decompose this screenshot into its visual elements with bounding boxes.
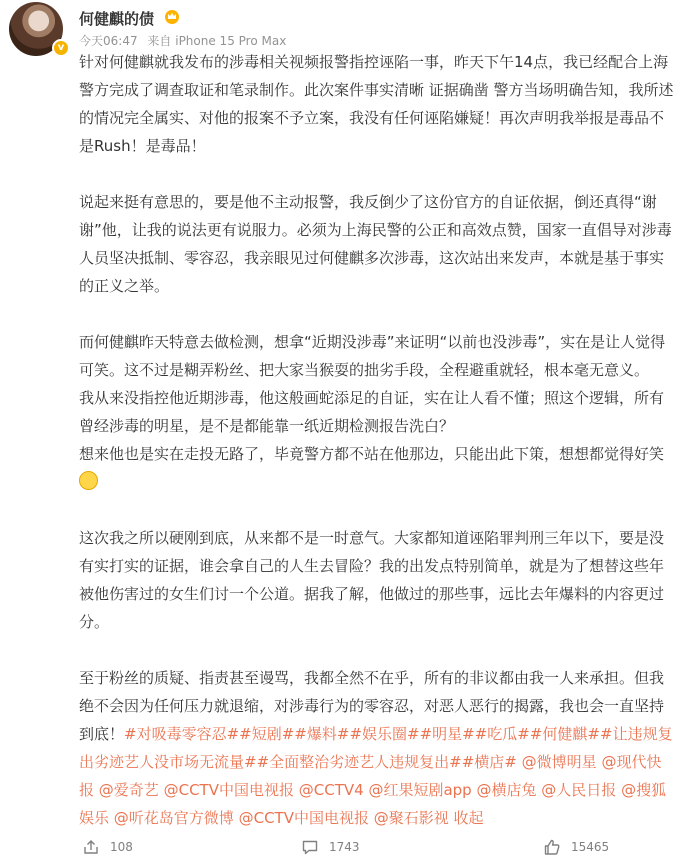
mention-link[interactable]: @横店兔 <box>476 781 537 799</box>
laugh-emoji-icon <box>79 471 98 490</box>
crown-icon <box>164 8 180 24</box>
topic-link[interactable]: #何健麒# <box>529 725 600 743</box>
post-paragraph: 说起来挺有意思的，要是他不主动报警，我反倒少了这份官方的自证依据，倒还真得“谢谢”他，让我的说法更有说服力。必须为上海民警的公正和高效点赞，国家一直倡导对涉毒人员坚决抵制、零容忍，我亲眼见过何健麒多次涉毒，这次站出来发声，本就是基于事实的正义之举。 <box>79 193 672 295</box>
share-button[interactable] <box>82 838 133 856</box>
username[interactable]: 何健麒的债 <box>79 10 155 28</box>
topic-link[interactable]: #对吸毒零容忍# <box>124 725 240 743</box>
post-time[interactable]: 今天06:47 <box>79 34 138 48</box>
post-paragraph <box>79 328 675 496</box>
paragraph-text: 而何健麒昨天特意去做检测，想拿“近期没涉毒”来证明“以前也没涉毒”，实在是让人觉得可笑。这不过是糊弄粉丝、把大家当猴耍的拙劣手段，全程避重就轻，根本毫无意义。 我从来没指控他近期涉毒，他这般画蛇添足的自证，实在让人看不懂；照这个逻辑，所有曾经涉毒的明星，是不是都能靠一纸近期检测报告洗白？ 想来他也是实在走投无路了，毕竟警方都不站在他那边，只能出此下策，想想都觉得好笑 <box>79 333 666 463</box>
mention-link[interactable]: @爱奇艺 <box>98 781 159 799</box>
mention-link[interactable]: @搜狐娱乐 <box>79 781 667 827</box>
topic-link[interactable]: #娱乐圈# <box>349 725 420 743</box>
share-count: 108 <box>110 840 133 854</box>
mention-link[interactable]: @CCTV中国电视报 <box>238 809 369 827</box>
collapse-link[interactable]: 收起 <box>453 809 484 827</box>
mention-link[interactable]: @微博明星 <box>521 753 597 771</box>
topic-link[interactable]: #全面整治劣迹艺人违规复出# <box>256 753 462 771</box>
topic-link[interactable]: #横店# <box>461 753 517 771</box>
post-paragraph: 针对何健麒就我发布的涉毒相关视频报警指控诬陷一事，昨天下午14点，我已经配合上海警方完成了调查取证和笔录制作。此次案件事实清晰 证据确凿 警方当场明确告知，我所述的情况完全属实、对他的报案不予立案，我没有任何诬陷嫌疑！再次声明我举报是毒品不是Rush！是毒品！ <box>79 53 674 155</box>
topic-link[interactable]: #吃瓜# <box>474 725 530 743</box>
post-meta <box>79 32 292 49</box>
like-button[interactable] <box>543 838 609 856</box>
post-paragraph: 这次我之所以硬刚到底，从来都不是一时意气。大家都知道诬陷罪判刑三年以下，要是没有实打实的证据，谁会拿自己的人生去冒险？我的出发点特别简单，就是为了想替这些年被他伤害过的女生们讨一个公道。据我了解，他做过的那些事，远比去年爆料的内容更过分。 <box>79 529 665 631</box>
mention-link[interactable]: @听花岛官方微博 <box>113 809 234 827</box>
mention-link[interactable]: @聚石影视 <box>373 809 449 827</box>
topic-link[interactable]: #明星# <box>419 725 475 743</box>
topic-link[interactable]: #爆料# <box>294 725 350 743</box>
comment-icon <box>301 838 319 856</box>
paragraph-text: 至于粉丝的质疑、指责甚至谩骂，我都全然不在乎，所有的非议都由我一人来承担。但我绝不会因为任何压力就退缩，对涉毒行为的零容忍，对恶人恶行的揭露，我也会一直坚持到底！ <box>79 669 665 743</box>
share-icon <box>82 838 100 856</box>
comment-count: 1743 <box>329 840 360 854</box>
like-count: 15465 <box>571 840 610 854</box>
post-paragraph <box>79 664 675 832</box>
topic-link[interactable]: #短剧# <box>239 725 295 743</box>
mention-link[interactable]: @人民日报 <box>541 781 617 799</box>
topic-link[interactable]: #让违规复出劣迹艺人没市场无流量# <box>79 725 673 771</box>
mention-link[interactable]: @红果短剧app <box>368 781 472 799</box>
comment-button[interactable] <box>301 838 360 856</box>
mention-link[interactable]: @现代快报 <box>79 753 662 799</box>
thumbs-up-icon <box>543 838 561 856</box>
post-content <box>79 48 675 832</box>
mention-link[interactable]: @CCTV中国电视报 <box>163 781 294 799</box>
post-actions <box>0 832 689 859</box>
verified-badge-icon: v <box>52 39 70 57</box>
mention-link[interactable]: @CCTV4 <box>298 781 364 799</box>
post-source: 来自 iPhone 15 Pro Max <box>147 34 287 48</box>
